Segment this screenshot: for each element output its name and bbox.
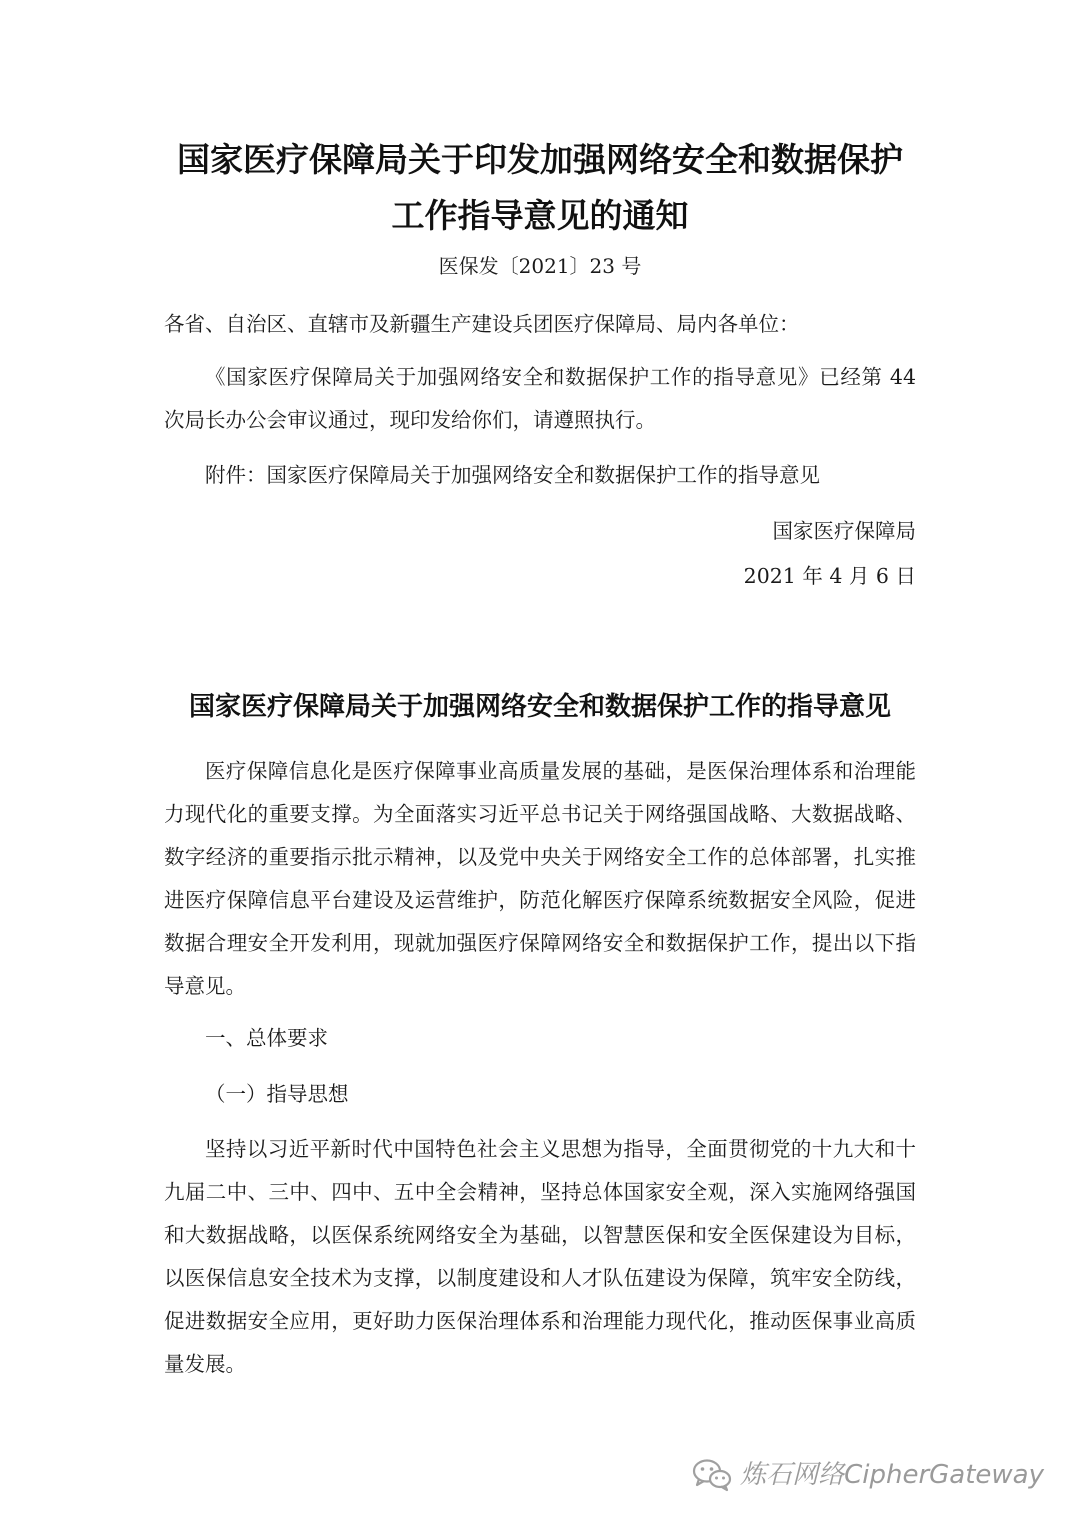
opinion-paragraph-2: 坚持以习近平新时代中国特色社会主义思想为指导，全面贯彻党的十九大和十九届二中、三中、四中、五中全会精神，坚持总体国家安全观，深入实施网络强国和大数据战略，以医保系统网络安全为基础，以智慧医保和安全医保建设为目标，以医保信息安全技术为支撑，以制度建设和人才队伍建设为保障，筑牢安全防线，促进数据安全应用，更好助力医保治理体系和治理能力现代化，推动医保事业高质量发展。 (164, 1137, 916, 1376)
addressee-line: 各省、自治区、直辖市及新疆生产建设兵团医疗保障局、局内各单位： (164, 312, 800, 336)
subsection-heading-guiding-ideology: （一）指导思想 (205, 1082, 349, 1106)
signature-date: 2021 年 4 月 6 日 (743, 564, 916, 588)
attachment-line: 附件：国家医疗保障局关于加强网络安全和数据保护工作的指导意见 (205, 463, 820, 487)
document-number: 医保发〔2021〕23 号 (438, 254, 642, 278)
notice-title-line-2: 工作指导意见的通知 (391, 196, 689, 235)
signature-organization: 国家医疗保障局 (772, 519, 916, 543)
watermark (692, 1455, 1044, 1495)
watermark-text: 炼石网络CipherGateway (740, 1460, 1044, 1490)
section-heading-general-requirements: 一、总体要求 (205, 1026, 328, 1050)
opinion-title: 国家医疗保障局关于加强网络安全和数据保护工作的指导意见 (188, 692, 891, 722)
wechat-icon (692, 1458, 732, 1492)
intro-paragraph: 《国家医疗保障局关于加强网络安全和数据保护工作的指导意见》已经第 44 次局长办公会审议通过，现印发给你们，请遵照执行。 (164, 365, 916, 432)
opinion-paragraph-1: 医疗保障信息化是医疗保障事业高质量发展的基础，是医保治理体系和治理能力现代化的重要支撑。为全面落实习近平总书记关于网络强国战略、大数据战略、数字经济的重要指示批示精神，以及党中央关于网络安全工作的总体部署，扎实推进医疗保障信息平台建设及运营维护，防范化解医疗保障系统数据安全风险，促进数据合理安全开发利用，现就加强医疗保障网络安全和数据保护工作，提出以下指导意见。 (164, 759, 916, 998)
notice-title-line-1: 国家医疗保障局关于印发加强网络安全和数据保护 (177, 140, 903, 179)
